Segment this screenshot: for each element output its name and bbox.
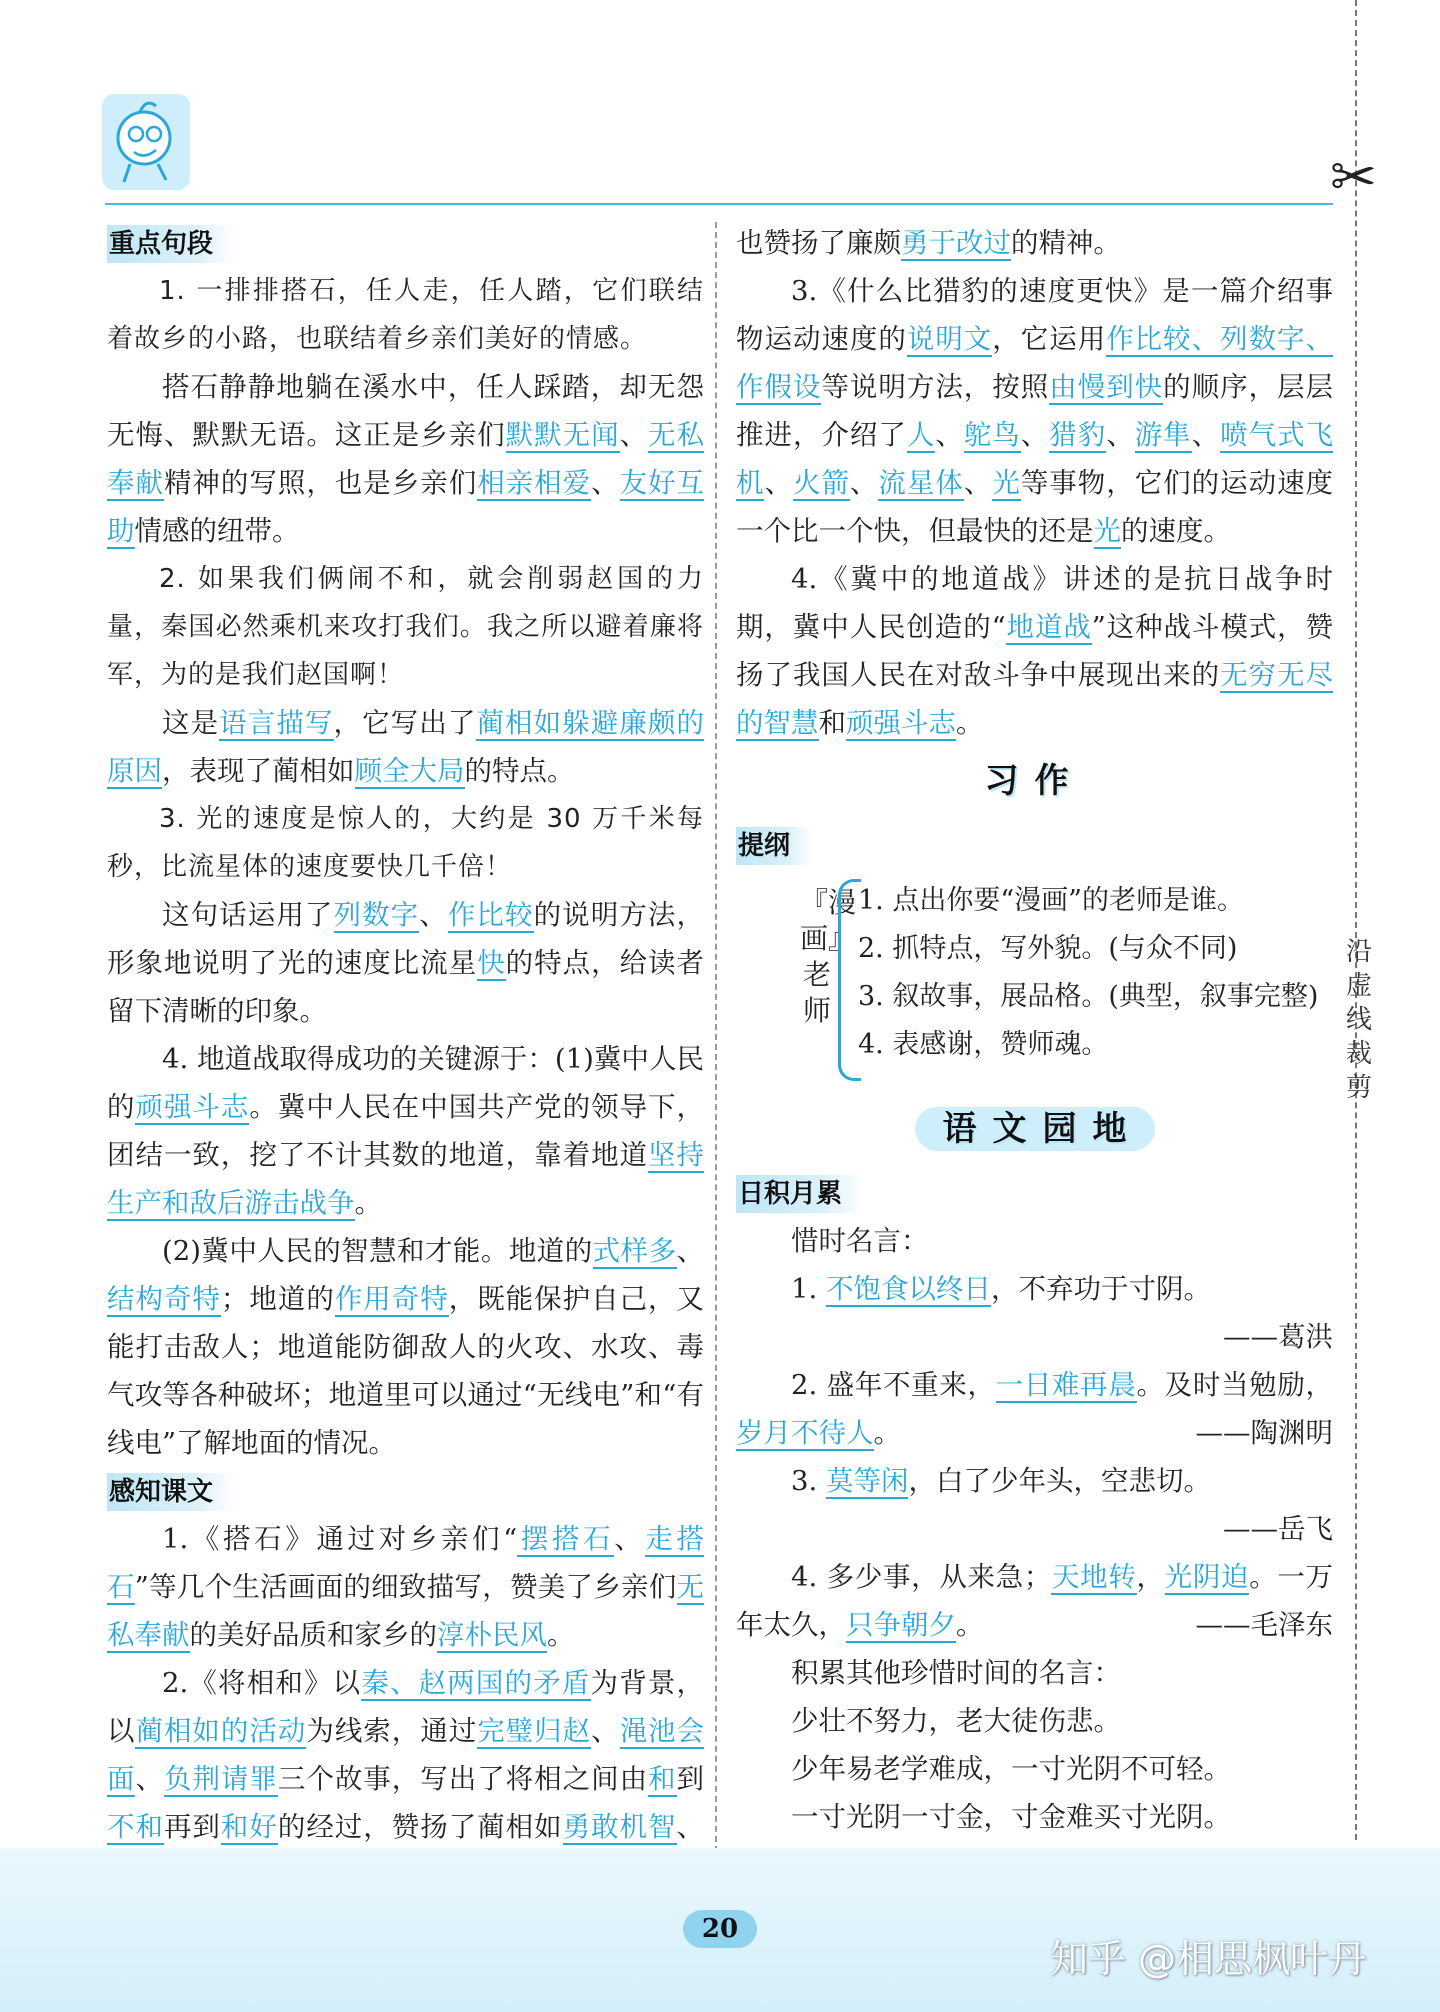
- more-quote: 少壮不努力，老大徒伤悲。: [791, 1705, 1121, 1737]
- mascot-icon: [100, 92, 192, 192]
- quote-4-author: ——毛泽东: [1195, 1609, 1333, 1641]
- quote-1: 1. 不饱食以终日，不弃功于寸阴。: [791, 1273, 1211, 1305]
- watermark: 知乎 @相思枫叶丹: [1050, 1937, 1367, 1981]
- analysis-2: 这是语言描写，它写出了蔺相如躲避廉颇的原因，表现了蔺相如顾全大局的特点。: [107, 707, 705, 787]
- analysis-4a: 4. 地道战取得成功的关键源于：(1)冀中人民的顽强斗志。冀中人民在中国共产党的领导下，团结一致，挖了不计其数的地道，靠着地道坚持生产和敌后游击战争。: [107, 1043, 705, 1219]
- analysis-3: 这句话运用了列数字、作比较的说明方法，形象地说明了光的速度比流星快的特点，给读者留下清晰的印象。: [107, 899, 705, 1027]
- summary-2-cont: 也赞扬了廉颇勇于改过的精神。: [736, 227, 1121, 259]
- outline-box: [736, 877, 1333, 1095]
- cut-line: [1355, 0, 1357, 1840]
- heading-xizuo: 习作: [984, 761, 1085, 801]
- outline-items: [858, 877, 1338, 1069]
- right-column: [736, 219, 1333, 1889]
- quote-3-author: ——岳飞: [1223, 1513, 1333, 1545]
- key-sentence-3: 3. 光的速度是惊人的，大约是 30 万千米每秒，比流星体的速度要快几千倍！: [107, 804, 704, 882]
- summary-3: 3.《什么比猎豹的速度更快》是一篇介绍事物运动速度的说明文，它运用作比较、列数字、作假设等说明方法，按照由慢到快的顺序，层层推进，介绍了人、鸵鸟、猎豹、游隼、喷气式飞机、火箭、流星体、光等事物，它们的运动速度一个比一个快，但最快的还是光的速度。: [736, 275, 1334, 547]
- outline-item: 3. 叙故事，展品格。(典型，叙事完整): [858, 981, 1319, 1012]
- outline-item: 4. 表感谢，赞师魂。: [858, 1029, 1109, 1060]
- key-sentence-1: 1. 一排排搭石，任人走，任人踏，它们联结着故乡的小路，也联结着乡亲们美好的情感。: [107, 276, 704, 354]
- section-heading-tigang: 提纲: [736, 827, 812, 865]
- scissors-icon: ✂: [1330, 145, 1377, 210]
- section-heading-riji: 日积月累: [736, 1175, 864, 1213]
- quotes-intro: 惜时名言：: [791, 1225, 929, 1257]
- column-divider: [715, 222, 717, 1862]
- summary-4: 4.《冀中的地道战》讲述的是抗日战争时期，冀中人民创造的“地道战”这种战斗模式，赞扬了我国人民在对敌斗争中展现出来的无穷无尽的智慧和顽强斗志。: [736, 563, 1334, 739]
- header-rule: [105, 203, 1333, 205]
- outline-item: 1. 点出你要“漫画”的老师是谁。: [858, 885, 1244, 916]
- section-heading-zhongdian: 重点句段: [107, 225, 235, 263]
- page-number: 20: [683, 1910, 757, 1948]
- more-quotes-intro: 积累其他珍惜时间的名言：: [791, 1657, 1121, 1689]
- summary-1: 1.《搭石》通过对乡亲们“摆搭石、走搭石”等几个生活画面的细致描写，赞美了乡亲们无私奉献的美好品质和家乡的淳朴民风。: [107, 1523, 705, 1651]
- section-heading-ganzhi: 感知课文: [107, 1473, 235, 1511]
- more-quote: 一寸光阴一寸金，寸金难买寸光阴。: [791, 1801, 1231, 1833]
- key-sentence-2: 2. 如果我们俩闹不和，就会削弱赵国的力量，秦国必然乘机来攻打我们。我之所以避着廉将军，为的是我们赵国啊！: [107, 564, 704, 690]
- quote-2: 2. 盛年不重来，一日难再晨。及时当勉励，岁月不待人。 ——陶渊明: [736, 1361, 1333, 1457]
- quote-2-author: ——陶渊明: [1195, 1417, 1333, 1449]
- heading-yuwen: 语文园地: [736, 1105, 1333, 1155]
- quote-4: 4. 多少事，从来急；天地转，光阴迫。一万年太久，只争朝夕。 ——毛泽东: [736, 1553, 1333, 1649]
- outline-item: 2. 抓特点，写外貌。(与众不同): [858, 933, 1238, 964]
- left-column: [107, 219, 704, 1899]
- quote-1-author: ——葛洪: [1223, 1321, 1333, 1353]
- analysis-1: 搭石静静地躺在溪水中，任人踩踏，却无怨无悔、默默无语。这正是乡亲们默默无闻、无私奉献精神的写照，也是乡亲们相亲相爱、友好互助情感的纽带。: [107, 371, 705, 547]
- summary-2: 2.《将相和》以秦、赵两国的矛盾为背景，以蔺相如的活动为线索，通过完璧归赵、渑池会面、负荆请罪三个故事，写出了将相之间由和到不和再到和好的经过，赞扬了蔺相如勇敢机智、: [107, 1659, 704, 1899]
- analysis-4b: (2)冀中人民的智慧和才能。地道的式样多、结构奇特；地道的作用奇特，既能保护自己，又能打击敌人；地道能防御敌人的火攻、水攻、毒气攻等各种破坏；地道里可以通过“无线电”和“有线电”了解地面的情况。: [107, 1235, 705, 1459]
- more-quote: 少年易老学难成，一寸光阴不可轻。: [791, 1753, 1231, 1785]
- outline-label: 『漫画』老师: [800, 886, 857, 1027]
- quote-3: 3. 莫等闲，白了少年头，空悲切。: [791, 1465, 1211, 1497]
- cut-label: 沿虚线裁剪: [1345, 937, 1372, 1103]
